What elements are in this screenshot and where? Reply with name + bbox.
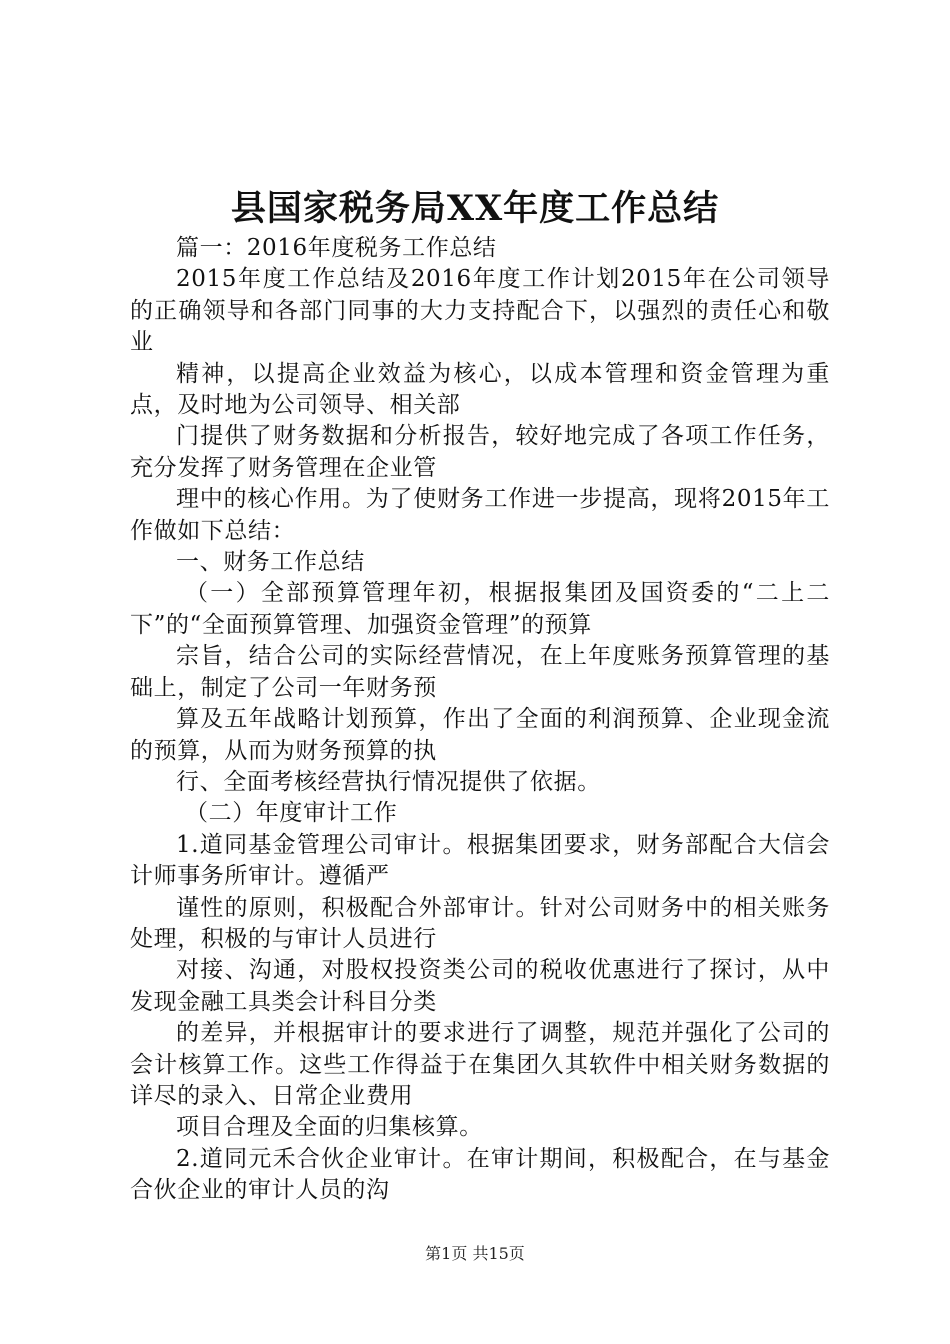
paragraph: 2.道同元禾合伙企业审计。在审计期间，积极配合，在与基金合伙企业的审计人员的沟 [130,1145,830,1204]
paragraph: 篇一：2016年度税务工作总结 [176,235,497,261]
paragraph: 理中的核心作用。为了使财务工作进一步提高，现将2015年工作做如下总结： [130,486,830,544]
section-heading: 一、财务工作总结 [176,549,365,576]
paragraph: 1.道同基金管理公司审计。根据集团要求，财务部配合大信会计师事务所审计。遵循严 [130,831,830,890]
document-title: 县国家税务局XX年度工作总结 [230,188,720,229]
page-number-footer: 第1页 共15页 [425,1244,525,1263]
paragraph: 行、全面考核经营执行情况提供了依据。 [176,768,601,795]
paragraph: 项目合理及全面的归集核算。 [176,1114,483,1141]
paragraph: 算及五年战略计划预算，作出了全面的利润预算、企业现金流的预算，从而为财务预算的执 [130,706,830,764]
paragraph: 2015年度工作总结及2016年度工作计划2015年在公司领导的正确领导和各部门同事的大力支持配合下，以强烈的责任心和敬业 [130,266,830,356]
paragraph: 门提供了财务数据和分析报告，较好地完成了各项工作任务，充分发挥了财务管理在企业管 [130,423,830,481]
paragraph: 对接、沟通，对股权投资类公司的税收优惠进行了探讨，从中发现金融工具类会计科目分类 [130,957,830,1015]
paragraph: 的差异，并根据审计的要求进行了调整，规范并强化了公司的会计核算工作。这些工作得益于在集团久其软件中相关财务数据的详尽的录入、日常企业费用 [130,1020,830,1109]
paragraph: 宗旨，结合公司的实际经营情况，在上年度账务预算管理的基础上，制定了公司一年财务预 [130,643,830,701]
paragraph: 谨性的原则，积极配合外部审计。针对公司财务中的相关账务处理，积极的与审计人员进行 [130,894,830,952]
paragraph: 精神，以提高企业效益为核心，以成本管理和资金管理为重点，及时地为公司领导、相关部 [130,360,830,419]
paragraph: （一）全部预算管理年初，根据报集团及国资委的“二上二下”的“全面预算管理、加强资金管理”的预算 [130,580,830,638]
document-body [130,233,830,1207]
subsection-heading: （二）年度审计工作 [185,800,398,827]
